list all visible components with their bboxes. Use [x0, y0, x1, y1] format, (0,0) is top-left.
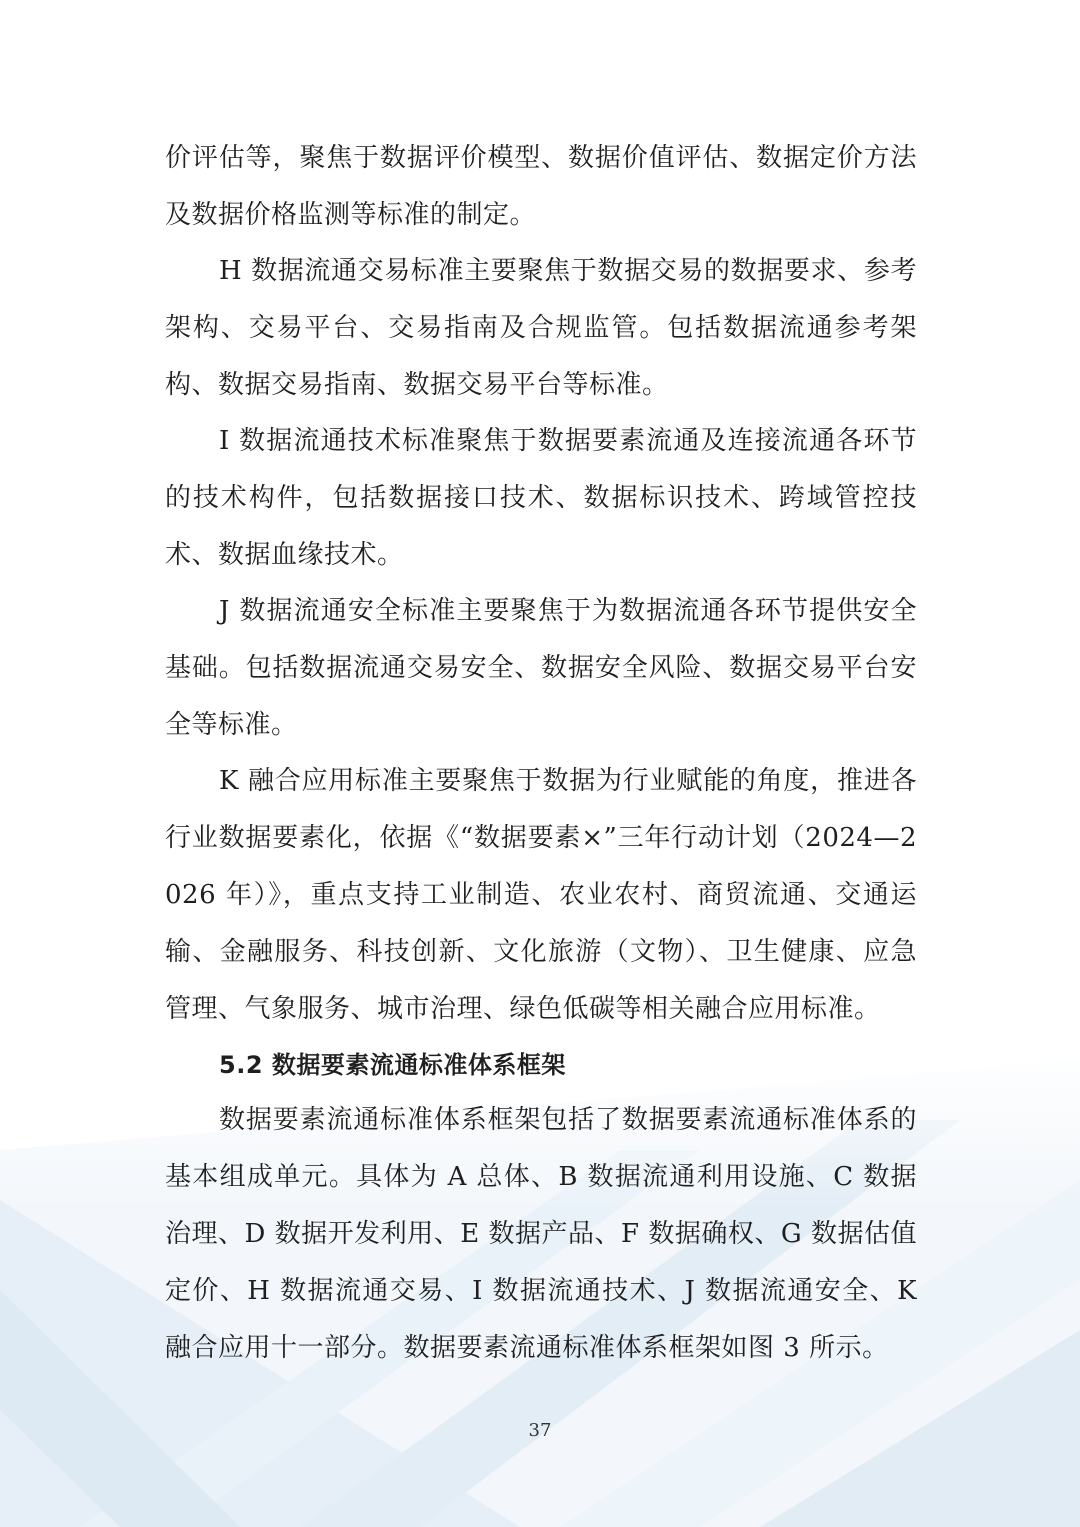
- paragraph-i-technical-standards: I 数据流通技术标准聚焦于数据要素流通及连接流通各环节的技术构件，包括数据接口技术、数据标识技术、跨域管控技术、数据血缘技术。: [165, 426, 917, 570]
- paragraph-k-application-standards: K 融合应用标准主要聚焦于数据为行业赋能的角度，推进各行业数据要素化，依据《“数据要素×”三年行动计划（2024—2026 年）》，重点支持工业制造、农业农村、商贸流通、交通运输、金融服务、科技创新、文化旅游（文物）、卫生健康、应急管理、气象服务、城市治理、绿色低碳等相关融合应用标准。: [165, 766, 917, 1024]
- page-number: 37: [528, 1420, 552, 1441]
- paragraph-framework-overview: 数据要素流通标准体系框架包括了数据要素流通标准体系的基本组成单元。具体为 A 总体、B 数据流通利用设施、C 数据治理、D 数据开发利用、E 数据产品、F 数据确权、G 数据估值定价、H 数据流通交易、I 数据流通技术、J 数据流通安全、K 融合应用十一部分。数据要素流通标准体系框架如图 3 所示。: [165, 1105, 917, 1363]
- paragraph-valuation-continued: 价评估等，聚焦于数据评价模型、数据价值评估、数据定价方法及数据价格监测等标准的制定。: [165, 143, 917, 230]
- paragraph-h-trading-standards: H 数据流通交易标准主要聚焦于数据交易的数据要求、参考架构、交易平台、交易指南及合规监管。包括数据流通参考架构、数据交易指南、数据交易平台等标准。: [165, 256, 917, 400]
- section-heading-5-2: 5.2 数据要素流通标准体系框架: [219, 1051, 566, 1079]
- paragraph-j-security-standards: J 数据流通安全标准主要聚焦于为数据流通各环节提供安全基础。包括数据流通交易安全、数据安全风险、数据交易平台安全等标准。: [165, 596, 917, 740]
